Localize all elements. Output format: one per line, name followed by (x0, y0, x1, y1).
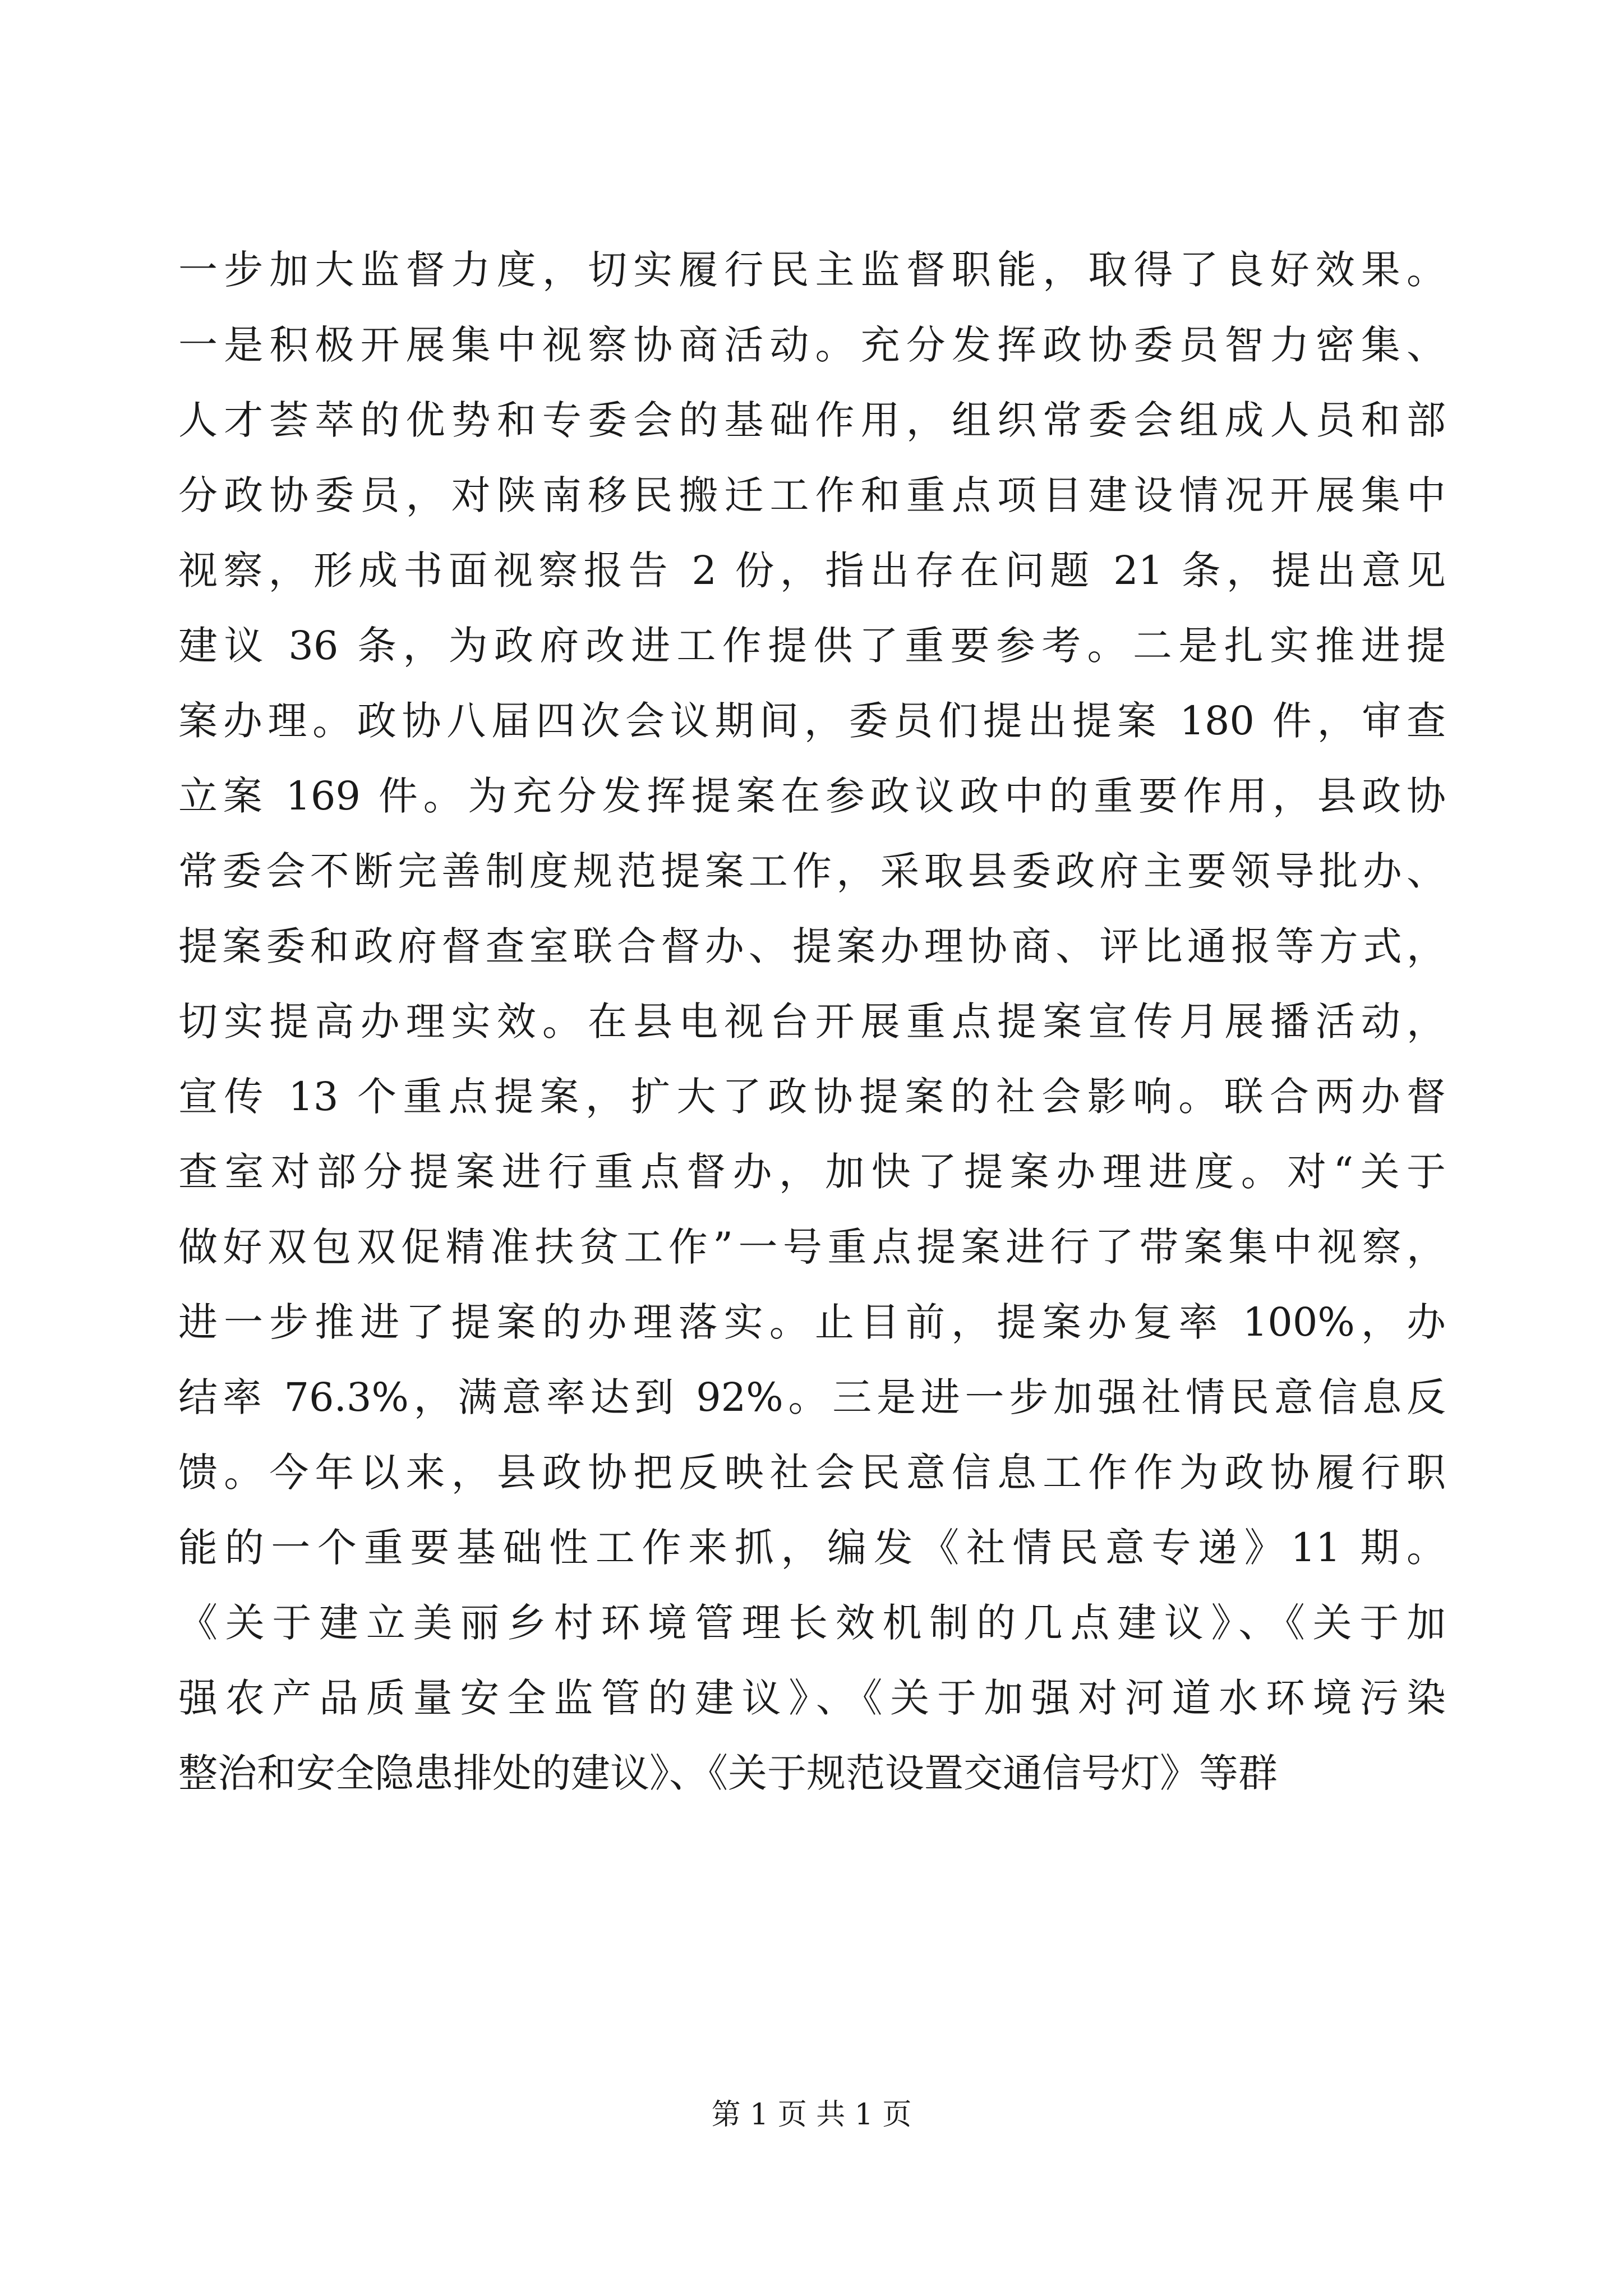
text-line: 强农产品质量安全监管的建议》、《关于加强对河道水环境污染 (178, 1675, 1446, 1721)
text-line: 立案 169 件。为充分发挥提案在参政议政中的重要作用，县政协 (178, 773, 1446, 819)
text-line: 提案委和政府督查室联合督办、提案办理协商、评比通报等方式， (178, 923, 1446, 969)
page-footer (0, 2095, 1623, 2134)
page-number-label: 第 1 页 共 1 页 (711, 2098, 912, 2132)
text-line: 一是积极开展集中视察协商活动。充分发挥政协委员智力密集、 (178, 322, 1446, 368)
text-line: 馈。今年以来，县政协把反映社会民意信息工作作为政协履行职 (178, 1450, 1446, 1496)
text-line: 人才荟萃的优势和专委会的基础作用，组织常委会组成人员和部 (178, 397, 1446, 443)
text-line: 一步加大监督力度，切实履行民主监督职能，取得了良好效果。 (178, 247, 1446, 293)
text-line: 进一步推进了提案的办理落实。止目前，提案办复率 100%，办 (178, 1299, 1446, 1345)
text-line: 《关于建立美丽乡村环境管理长效机制的几点建议》、《关于加 (178, 1600, 1446, 1646)
body-paragraph (178, 232, 1446, 1811)
text-line: 能的一个重要基础性工作来抓，编发《社情民意专递》11 期。 (178, 1525, 1446, 1571)
text-line: 整治和安全隐患排处的建议》、《关于规范设置交通信号灯》等群 (178, 1750, 1278, 1796)
text-line: 宣传 13 个重点提案，扩大了政协提案的社会影响。联合两办督 (178, 1074, 1446, 1120)
text-line: 做好双包双促精准扶贫工作”一号重点提案进行了带案集中视察， (178, 1224, 1446, 1270)
text-line: 切实提高办理实效。在县电视台开展重点提案宣传月展播活动， (178, 999, 1446, 1045)
text-line: 视察，形成书面视察报告 2 份，指出存在问题 21 条，提出意见 (178, 547, 1446, 593)
text-line: 查室对部分提案进行重点督办，加快了提案办理进度。对“关于 (178, 1149, 1446, 1195)
text-line: 结率 76.3%，满意率达到 92%。三是进一步加强社情民意信息反 (178, 1374, 1446, 1420)
text-line: 建议 36 条，为政府改进工作提供了重要参考。二是扎实推进提 (178, 623, 1446, 669)
text-line: 案办理。政协八届四次会议期间，委员们提出提案 180 件，审查 (178, 698, 1446, 744)
text-line: 常委会不断完善制度规范提案工作，采取县委政府主要领导批办、 (178, 848, 1446, 894)
text-line: 分政协委员，对陕南移民搬迁工作和重点项目建设情况开展集中 (178, 472, 1446, 518)
